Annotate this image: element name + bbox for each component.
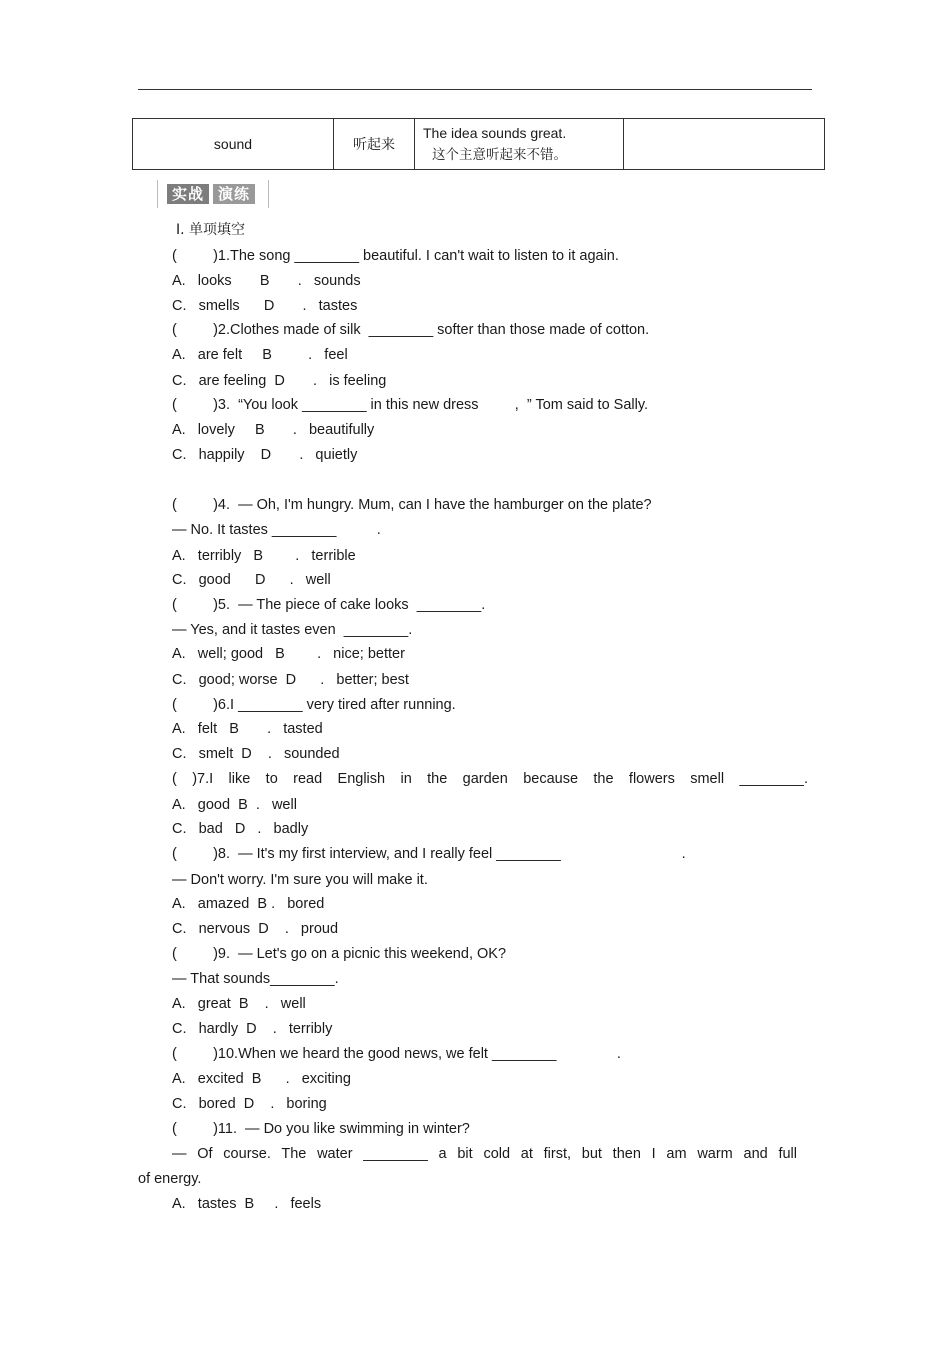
question-line: ( )11. — Do you like swimming in winter? — [172, 1121, 470, 1137]
question-line: ( )7.I like to read English in the garden because the flowers smell ________. — [172, 771, 808, 787]
option-line: A. amazed B . bored — [172, 896, 325, 912]
meaning-cell: 听起来 — [334, 119, 415, 170]
example-english: The idea sounds great. — [423, 125, 567, 141]
banner-text-1: 实战 — [167, 184, 209, 204]
option-line: C. nervous D . proud — [172, 921, 339, 937]
option-line: A. felt B . tasted — [172, 721, 323, 737]
question-line: ( )8. — It's my first interview, and I really feel ________ . — [172, 846, 686, 862]
option-line: C. smells D . tastes — [172, 298, 358, 314]
option-line: A. looks B . sounds — [172, 273, 361, 289]
banner-text-2: 演练 — [213, 184, 255, 204]
option-line: A. good B . well — [172, 797, 297, 813]
option-line: A. terribly B . terrible — [172, 548, 356, 564]
option-line: C. bored D . boring — [172, 1096, 327, 1112]
question-line: ( )5. — The piece of cake looks ________. — [172, 597, 486, 613]
example-cell — [415, 119, 624, 170]
option-line: A. lovely B . beautifully — [172, 422, 375, 438]
section-title: Ⅰ. 单项填空 — [176, 222, 246, 238]
dialogue-line: — Don't worry. I'm sure you will make it. — [172, 872, 428, 888]
option-line: C. good D . well — [172, 572, 331, 588]
note-cell — [624, 119, 825, 170]
table-row — [133, 119, 825, 170]
question-line: ( )6.I ________ very tired after running. — [172, 697, 456, 713]
option-line: A. are felt B . feel — [172, 347, 348, 363]
question-line: ( )10.When we heard the good news, we felt ________ . — [172, 1046, 621, 1062]
option-line: A. great B . well — [172, 996, 306, 1012]
question-line: ( )2.Clothes made of silk ________ softer than those made of cotton. — [172, 322, 650, 338]
option-line: A. well; good B . nice; better — [172, 646, 405, 662]
option-line: C. bad D . badly — [172, 821, 309, 837]
option-line: C. good; worse D . better; best — [172, 672, 409, 688]
dialogue-line: — No. It tastes ________ . — [172, 522, 381, 538]
practice-banner — [157, 180, 269, 208]
word-cell: sound — [133, 119, 334, 170]
dialogue-line: — Yes, and it tastes even ________. — [172, 622, 413, 638]
question-line: ( )1.The song ________ beautiful. I can't wait to listen to it again. — [172, 248, 619, 264]
vocabulary-table — [132, 118, 825, 170]
dialogue-line: — That sounds________. — [172, 971, 339, 987]
dialogue-line: of energy. — [138, 1171, 202, 1187]
question-line: ( )9. — Let's go on a picnic this weekend, OK? — [172, 946, 507, 962]
example-chinese: 这个主意听起来不错。 — [432, 147, 567, 163]
option-line: C. are feeling D . is feeling — [172, 373, 387, 389]
option-line: A. excited B . exciting — [172, 1071, 351, 1087]
option-line: C. hardly D . terribly — [172, 1021, 333, 1037]
option-line: A. tastes B . feels — [172, 1196, 322, 1212]
option-line: C. happily D . quietly — [172, 447, 358, 463]
question-line: ( )4. — Oh, I'm hungry. Mum, can I have the hamburger on the plate? — [172, 497, 652, 513]
dialogue-line: — Of course. The water ________ a bit cold at first, but then I am warm and full — [172, 1146, 797, 1162]
option-line: C. smelt D . sounded — [172, 746, 340, 762]
question-line: ( )3. “You look ________ in this new dress , ” Tom said to Sally. — [172, 397, 649, 413]
header-rule — [138, 89, 812, 90]
